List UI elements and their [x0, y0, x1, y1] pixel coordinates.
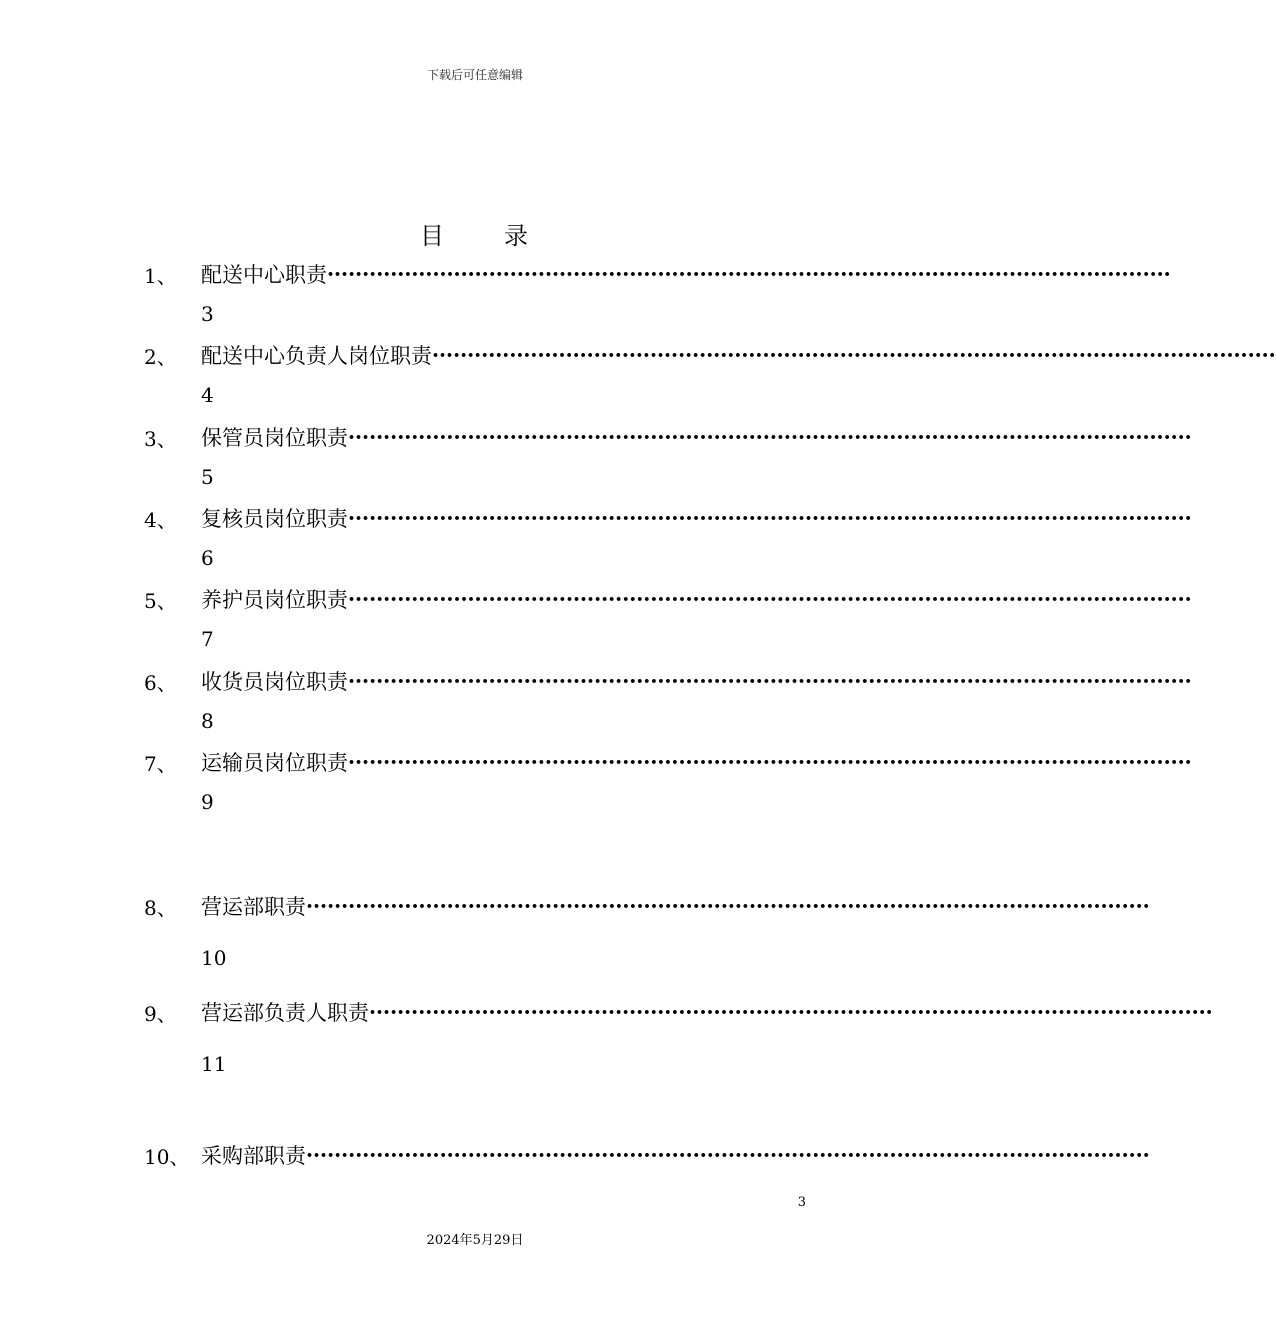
toc-dot-leader: •••••••••••••••••••••••••••••••••••••••••••••••••••••••••••••••••••••••••••••••••••••••••••••••••••••••••••••••••••••••• — [348, 675, 1192, 688]
toc-dot-leader: •••••••••••••••••••••••••••••••••••••••••••••••••••••••••••••••••••••••••••••••••••••••••••••••••••••••••••••••••••••••• — [306, 1149, 1150, 1162]
toc-entry-number: 4、 — [144, 507, 177, 532]
toc-entry-number: 1、 — [144, 263, 177, 288]
toc-entry-label: 配送中心职责 — [201, 263, 327, 287]
page-title — [0, 216, 950, 251]
page-header: 下载后可任意编辑 — [426, 68, 523, 82]
title-char-2: 录 — [504, 222, 530, 250]
footer-date: 2024年5月29日 — [426, 1233, 524, 1248]
toc-entry-label: 复核员岗位职责 — [201, 507, 348, 531]
toc-dot-leader: •••••••••••••••••••••••••••••••••••••••••••••••••••••••••••••••••••••••••••••••••••••••••••••••••••••••••••••••••••••••• — [432, 349, 1276, 362]
toc-entry-page: 8 — [201, 709, 214, 733]
toc-entry-number: 10、 — [144, 1144, 190, 1169]
toc-entry-page: 6 — [201, 546, 214, 570]
toc-entry-label: 营运部职责 — [201, 895, 306, 919]
toc-entry-label: 收货员岗位职责 — [201, 670, 348, 694]
toc-entry-number: 9、 — [144, 1001, 177, 1026]
toc-entry-number: 2、 — [144, 344, 177, 369]
toc-entry-page: 10 — [201, 946, 227, 970]
toc-entry-page: 7 — [201, 627, 214, 651]
toc-entry-number: 3、 — [144, 426, 177, 451]
toc-entry-label: 养护员岗位职责 — [201, 588, 348, 612]
toc-dot-leader: •••••••••••••••••••••••••••••••••••••••••••••••••••••••••••••••••••••••••••••••••••••••••••••••••••••••••••••••••••••••• — [348, 756, 1192, 769]
toc-entry-page: 4 — [201, 383, 214, 407]
toc-entry-label: 配送中心负责人岗位职责 — [201, 344, 432, 368]
toc-dot-leader: •••••••••••••••••••••••••••••••••••••••••••••••••••••••••••••••••••••••••••••••••••••••••••••••••••••••••••••••••••••••• — [348, 593, 1192, 606]
toc-dot-leader: •••••••••••••••••••••••••••••••••••••••••••••••••••••••••••••••••••••••••••••••••••••••••••••••••••••••••••••••••••••••• — [327, 268, 1171, 281]
toc-dot-leader: •••••••••••••••••••••••••••••••••••••••••••••••••••••••••••••••••••••••••••••••••••••••••••••••••••••••••••••••••••••••• — [369, 1006, 1213, 1019]
toc-entry-number: 8、 — [144, 895, 177, 920]
toc-entry-page: 5 — [201, 465, 214, 489]
toc-entry-label: 采购部职责 — [201, 1144, 306, 1168]
toc-entry-number: 5、 — [144, 588, 177, 613]
toc-dot-leader: •••••••••••••••••••••••••••••••••••••••••••••••••••••••••••••••••••••••••••••••••••••••••••••••••••••••••••••••••••••••• — [348, 512, 1192, 525]
toc-entry-number: 7、 — [144, 751, 177, 776]
title-char-1: 目 — [420, 222, 446, 250]
toc-entry-page: 11 — [201, 1052, 227, 1076]
toc-entry-number: 6、 — [144, 670, 177, 695]
footer-page-number: 3 — [797, 1195, 806, 1210]
toc-entry-page: 9 — [201, 790, 214, 814]
toc-entry-label: 营运部负责人职责 — [201, 1001, 369, 1025]
toc-dot-leader: •••••••••••••••••••••••••••••••••••••••••••••••••••••••••••••••••••••••••••••••••••••••••••••••••••••••••••••••••••••••• — [306, 900, 1150, 913]
toc-entry-label: 运输员岗位职责 — [201, 751, 348, 775]
toc-entry-label: 保管员岗位职责 — [201, 426, 348, 450]
toc-dot-leader: •••••••••••••••••••••••••••••••••••••••••••••••••••••••••••••••••••••••••••••••••••••••••••••••••••••••••••••••••••••••• — [348, 431, 1192, 444]
toc-entry-page: 3 — [201, 302, 214, 326]
